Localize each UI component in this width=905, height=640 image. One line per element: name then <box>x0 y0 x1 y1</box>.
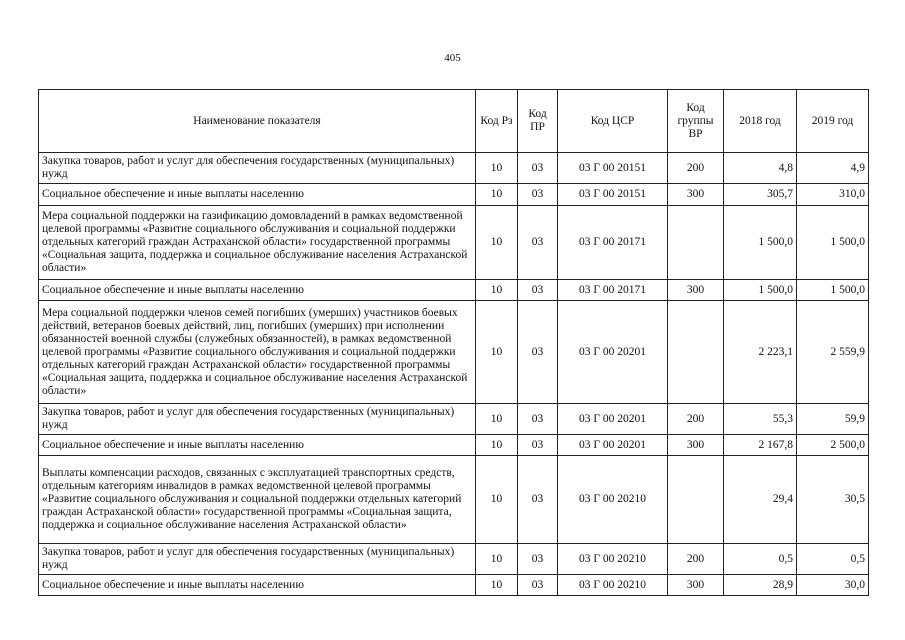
row-2018: 2 167,8 <box>724 435 797 456</box>
row-csr: 03 Г 00 20201 <box>558 435 668 456</box>
row-pr: 03 <box>518 280 558 301</box>
row-2019: 1 500,0 <box>797 280 869 301</box>
row-csr: 03 Г 00 20171 <box>558 280 668 301</box>
row-name: Мера социальной поддержки на газификацию домовладений в рамках ведомственной целевой программы «Развитие социального обслуживания и социальной поддержки отдельных категорий граждан Астраханской области» государственной программы «Социальная защита, поддержка и социальное обслуживание населения Астраханской области» <box>39 206 476 280</box>
row-pr: 03 <box>518 575 558 596</box>
table-row <box>39 153 869 184</box>
row-2018: 55,3 <box>724 404 797 435</box>
table-body <box>39 153 869 596</box>
row-vr <box>668 456 724 544</box>
row-2019: 310,0 <box>797 184 869 206</box>
row-pr: 03 <box>518 456 558 544</box>
row-pr: 03 <box>518 435 558 456</box>
row-2019: 30,5 <box>797 456 869 544</box>
row-2018: 4,8 <box>724 153 797 184</box>
header-vr: Код группы ВР <box>668 90 724 153</box>
table-row <box>39 280 869 301</box>
row-rz: 10 <box>476 575 518 596</box>
row-csr: 03 Г 00 20210 <box>558 544 668 575</box>
row-name: Закупка товаров, работ и услуг для обеспечения государственных (муниципальных) нужд <box>39 404 476 435</box>
page-number: 405 <box>444 52 461 64</box>
row-csr: 03 Г 00 20151 <box>558 184 668 206</box>
row-rz: 10 <box>476 280 518 301</box>
table-row <box>39 544 869 575</box>
row-csr: 03 Г 00 20171 <box>558 206 668 280</box>
table-row <box>39 404 869 435</box>
row-csr: 03 Г 00 20210 <box>558 456 668 544</box>
row-2018: 305,7 <box>724 184 797 206</box>
header-name: Наименование показателя <box>39 90 476 153</box>
table-row <box>39 184 869 206</box>
row-csr: 03 Г 00 20151 <box>558 153 668 184</box>
row-2018: 0,5 <box>724 544 797 575</box>
row-pr: 03 <box>518 301 558 404</box>
row-2018: 29,4 <box>724 456 797 544</box>
row-csr: 03 Г 00 20210 <box>558 575 668 596</box>
row-2018: 28,9 <box>724 575 797 596</box>
row-rz: 10 <box>476 456 518 544</box>
row-pr: 03 <box>518 184 558 206</box>
row-name: Социальное обеспечение и иные выплаты населению <box>39 280 476 301</box>
row-name: Социальное обеспечение и иные выплаты населению <box>39 184 476 206</box>
row-2019: 2 559,9 <box>797 301 869 404</box>
table-header-row <box>39 90 869 153</box>
table-row <box>39 206 869 280</box>
row-rz: 10 <box>476 404 518 435</box>
row-2019: 4,9 <box>797 153 869 184</box>
row-2018: 1 500,0 <box>724 206 797 280</box>
header-rz: Код Рз <box>476 90 518 153</box>
row-name: Закупка товаров, работ и услуг для обеспечения государственных (муниципальных) нужд <box>39 544 476 575</box>
row-rz: 10 <box>476 544 518 575</box>
budget-table <box>38 89 869 596</box>
header-csr: Код ЦСР <box>558 90 668 153</box>
row-vr: 300 <box>668 184 724 206</box>
row-pr: 03 <box>518 404 558 435</box>
row-vr: 300 <box>668 280 724 301</box>
row-2019: 59,9 <box>797 404 869 435</box>
table-row <box>39 575 869 596</box>
row-2019: 2 500,0 <box>797 435 869 456</box>
row-rz: 10 <box>476 153 518 184</box>
row-name: Выплаты компенсации расходов, связанных с эксплуатацией транспортных средств, отдельным категориям инвалидов в рамках ведомственной целевой программы «Развитие социального обслуживания и социальной поддержки отдельных категорий граждан Астраханской области» государственной программы «Социальная защита, поддержка и социальное обслуживание населения Астраханской области» <box>39 456 476 544</box>
header-pr: Код ПР <box>518 90 558 153</box>
row-rz: 10 <box>476 435 518 456</box>
header-2018: 2018 год <box>724 90 797 153</box>
row-pr: 03 <box>518 206 558 280</box>
row-2019: 1 500,0 <box>797 206 869 280</box>
row-name: Социальное обеспечение и иные выплаты населению <box>39 575 476 596</box>
row-rz: 10 <box>476 184 518 206</box>
row-2018: 1 500,0 <box>724 280 797 301</box>
row-name: Закупка товаров, работ и услуг для обеспечения государственных (муниципальных) нужд <box>39 153 476 184</box>
row-vr: 300 <box>668 435 724 456</box>
row-vr <box>668 301 724 404</box>
row-pr: 03 <box>518 544 558 575</box>
table-row <box>39 301 869 404</box>
row-vr: 200 <box>668 544 724 575</box>
row-rz: 10 <box>476 206 518 280</box>
row-vr: 200 <box>668 153 724 184</box>
row-vr <box>668 206 724 280</box>
table-row <box>39 456 869 544</box>
row-2019: 30,0 <box>797 575 869 596</box>
row-vr: 200 <box>668 404 724 435</box>
row-pr: 03 <box>518 153 558 184</box>
row-name: Мера социальной поддержки членов семей погибших (умерших) участников боевых действий, ветеранов боевых действий, лиц, погибших (умерших) при исполнении обязанностей военной службы (служебных обязанностей), в рамках ведомственной целевой программы «Развитие социального обслуживания и социальной поддержки отдельных категорий граждан Астраханской области» государственной программы «Социальная защита, поддержка и социальное обслуживание населения Астраханской области» <box>39 301 476 404</box>
row-vr: 300 <box>668 575 724 596</box>
row-csr: 03 Г 00 20201 <box>558 301 668 404</box>
row-2018: 2 223,1 <box>724 301 797 404</box>
row-2019: 0,5 <box>797 544 869 575</box>
row-name: Социальное обеспечение и иные выплаты населению <box>39 435 476 456</box>
row-rz: 10 <box>476 301 518 404</box>
header-2019: 2019 год <box>797 90 869 153</box>
table-row <box>39 435 869 456</box>
row-csr: 03 Г 00 20201 <box>558 404 668 435</box>
